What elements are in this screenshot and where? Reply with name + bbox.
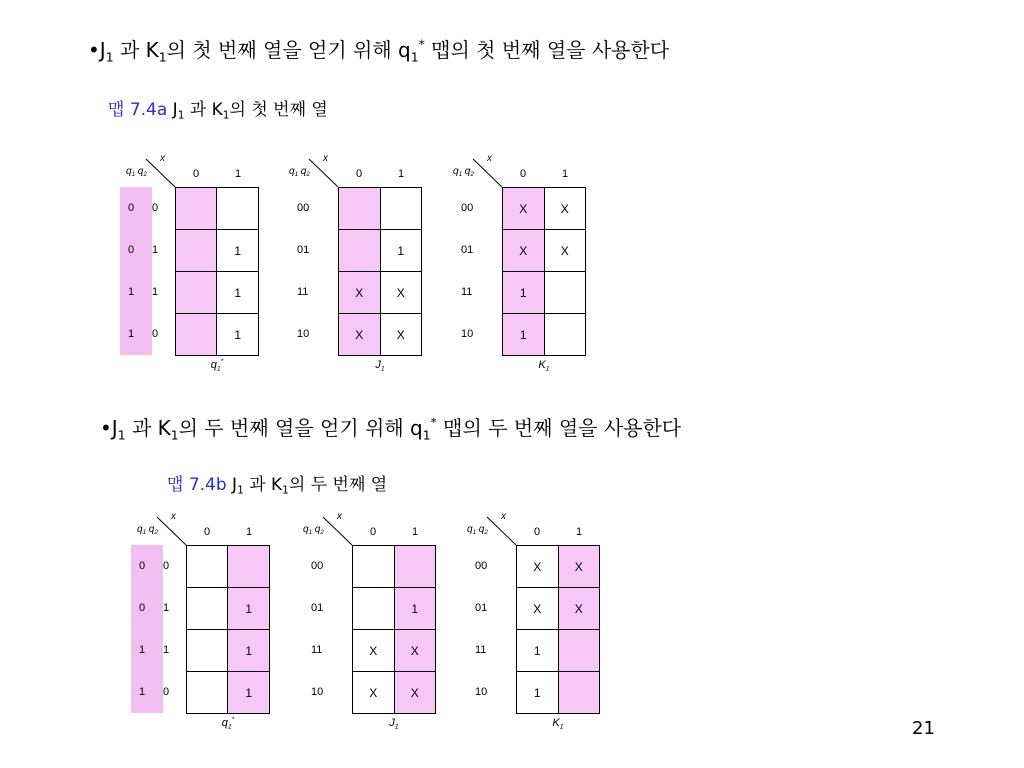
page-number: 21 xyxy=(912,718,935,739)
col-header-1: 1 xyxy=(561,168,569,180)
kmap-cell: X xyxy=(380,272,422,314)
kmap-row xyxy=(503,188,586,230)
row-label-00: 00 xyxy=(461,202,474,214)
col-header-1: 1 xyxy=(234,168,242,180)
kmap-cell xyxy=(176,314,217,356)
row-label-00 xyxy=(131,545,179,587)
kmap-grid xyxy=(516,545,600,714)
kmap-row xyxy=(176,230,259,272)
kmap-cell xyxy=(176,272,217,314)
kmap-cell xyxy=(380,188,422,230)
kmap-cell: 1 xyxy=(228,672,270,714)
row-variables-label: $q_1$ $q_2$ xyxy=(126,166,147,179)
kmap-cell: X xyxy=(394,672,436,714)
col-variable-label: x xyxy=(323,153,328,164)
kmap-cell xyxy=(394,546,436,588)
col-header-1: 1 xyxy=(397,168,405,180)
row-bit-q2: 1 xyxy=(162,602,170,614)
row-label-11: 11 xyxy=(475,644,487,656)
row-bit-q2: 0 xyxy=(162,686,170,698)
kmap-cell: X xyxy=(503,188,545,230)
kmap-row xyxy=(503,272,586,314)
row-bit-q1: 1 xyxy=(127,328,135,340)
col-variable-label: x xyxy=(487,153,492,164)
row-label-01: 01 xyxy=(461,244,474,256)
col-header-0: 0 xyxy=(519,168,527,180)
kmap-j1-7-4b xyxy=(297,513,442,733)
kmap-cell xyxy=(176,230,217,272)
row-label-00: 00 xyxy=(475,560,488,572)
kmap-grid xyxy=(502,187,586,356)
kmap-k1-7-4a xyxy=(447,155,592,375)
kmap-row xyxy=(187,588,270,630)
kmap-cell xyxy=(187,630,228,672)
row-label-10 xyxy=(120,313,168,355)
row-label-01 xyxy=(120,229,168,271)
kmap-cell: X xyxy=(558,588,600,630)
kmap-cell xyxy=(228,546,270,588)
row-variables-label: $q_1$ $q_2$ xyxy=(289,166,310,179)
kmap-cell xyxy=(339,188,381,230)
kmap-k1-7-4b xyxy=(461,513,606,733)
kmap-cell xyxy=(544,272,586,314)
kmap-cell xyxy=(339,230,381,272)
row-bit-q2: 1 xyxy=(151,286,159,298)
kmap-row xyxy=(187,546,270,588)
caption-map-7-4a: 맵 7.4a $J_1$ 과 $K_1$의 첫 번째 열 xyxy=(108,100,328,122)
map-label: $J_1$ xyxy=(389,717,399,731)
row-label-01: 01 xyxy=(475,602,488,614)
kmap-cell: 1 xyxy=(517,672,559,714)
row-bit-q2: 0 xyxy=(162,560,170,572)
row-label-11: 11 xyxy=(297,286,309,298)
row-label-10: 10 xyxy=(311,686,324,698)
row-bit-q1: 0 xyxy=(138,602,146,614)
col-variable-label: x xyxy=(501,511,506,522)
row-label-00 xyxy=(120,187,168,229)
kmap-cell xyxy=(558,672,600,714)
caption-map-7-4b: 맵 7.4b $J_1$ 과 $K_1$의 두 번째 열 xyxy=(167,475,388,497)
row-label-11 xyxy=(120,271,168,313)
row-bit-q2: 0 xyxy=(151,328,159,340)
row-label-11: 11 xyxy=(461,286,473,298)
row-label-11 xyxy=(131,629,179,671)
map-label: $q_1^*$ xyxy=(221,716,235,731)
kmap-grid xyxy=(352,545,436,714)
kmap-cell: X xyxy=(380,314,422,356)
row-bit-q2: 1 xyxy=(151,244,159,256)
kmap-cell xyxy=(187,588,228,630)
col-header-1: 1 xyxy=(575,526,583,538)
kmap-q1star-7-4b xyxy=(131,513,276,733)
kmap-cell xyxy=(353,546,395,588)
kmap-row xyxy=(353,672,436,714)
kmap-cell: X xyxy=(517,588,559,630)
col-variable-label: x xyxy=(171,511,176,522)
kmap-row xyxy=(517,588,600,630)
row-label-00: 00 xyxy=(297,202,310,214)
row-label-10: 10 xyxy=(461,328,474,340)
map-label: $J_1$ xyxy=(375,359,385,373)
kmap-row xyxy=(503,314,586,356)
row-bit-q1: 0 xyxy=(138,560,146,572)
col-header-1: 1 xyxy=(245,526,253,538)
row-bit-q1: 1 xyxy=(138,644,146,656)
kmap-cell: X xyxy=(394,630,436,672)
kmap-row xyxy=(339,272,422,314)
kmap-corner-header xyxy=(283,155,338,187)
kmap-cell: X xyxy=(558,546,600,588)
kmap-cell: X xyxy=(353,672,395,714)
row-label-10 xyxy=(131,671,179,713)
row-variables-label: $q_1$ $q_2$ xyxy=(137,524,158,537)
row-bit-q1: 0 xyxy=(127,244,135,256)
kmap-grid xyxy=(175,187,259,356)
col-header-0: 0 xyxy=(369,526,377,538)
kmap-row xyxy=(339,188,422,230)
row-variables-label: $q_1$ $q_2$ xyxy=(453,166,474,179)
row-label-01: 01 xyxy=(311,602,324,614)
kmap-j1-7-4a xyxy=(283,155,428,375)
kmap-row xyxy=(353,588,436,630)
kmap-cell: X xyxy=(544,188,586,230)
kmap-cell: X xyxy=(503,230,545,272)
kmap-cell: 1 xyxy=(503,314,545,356)
kmap-cell xyxy=(353,588,395,630)
col-variable-label: x xyxy=(160,153,165,164)
col-header-0: 0 xyxy=(355,168,363,180)
row-label-01 xyxy=(131,587,179,629)
kmap-cell xyxy=(176,188,217,230)
row-label-00: 00 xyxy=(311,560,324,572)
kmap-cell: 1 xyxy=(517,630,559,672)
col-header-0: 0 xyxy=(192,168,200,180)
kmap-cell xyxy=(187,546,228,588)
kmap-cell xyxy=(558,630,600,672)
kmap-cell: 1 xyxy=(228,588,270,630)
kmap-corner-header xyxy=(461,513,516,545)
kmap-row xyxy=(353,630,436,672)
kmap-corner-header xyxy=(297,513,352,545)
kmap-grid xyxy=(338,187,422,356)
map-label: $K_1$ xyxy=(552,717,564,731)
row-bit-q1: 0 xyxy=(127,202,135,214)
map-label: $K_1$ xyxy=(538,359,550,373)
kmap-corner-header xyxy=(131,513,186,545)
col-header-0: 0 xyxy=(533,526,541,538)
row-label-10: 10 xyxy=(297,328,310,340)
row-label-11: 11 xyxy=(311,644,323,656)
kmap-row xyxy=(176,272,259,314)
kmap-cell xyxy=(187,672,228,714)
row-bit-q2: 0 xyxy=(151,202,159,214)
kmap-cell: 1 xyxy=(228,630,270,672)
kmap-row xyxy=(339,230,422,272)
col-header-1: 1 xyxy=(411,526,419,538)
kmap-cell: 1 xyxy=(217,314,259,356)
kmap-row xyxy=(176,188,259,230)
kmap-row xyxy=(503,230,586,272)
row-bit-q2: 1 xyxy=(162,644,170,656)
kmap-row xyxy=(176,314,259,356)
kmap-cell: X xyxy=(339,272,381,314)
kmap-row xyxy=(353,546,436,588)
kmap-cell: X xyxy=(339,314,381,356)
row-variables-label: $q_1$ $q_2$ xyxy=(303,524,324,537)
kmap-corner-header xyxy=(447,155,502,187)
kmap-row xyxy=(517,672,600,714)
col-header-0: 0 xyxy=(203,526,211,538)
kmap-row xyxy=(517,630,600,672)
kmap-cell: X xyxy=(544,230,586,272)
kmap-cell xyxy=(544,314,586,356)
kmap-corner-header xyxy=(120,155,175,187)
kmap-cell xyxy=(217,188,259,230)
kmap-row xyxy=(339,314,422,356)
row-variables-label: $q_1$ $q_2$ xyxy=(467,524,488,537)
row-label-10: 10 xyxy=(475,686,488,698)
col-variable-label: x xyxy=(337,511,342,522)
kmap-row xyxy=(187,672,270,714)
kmap-cell: 1 xyxy=(503,272,545,314)
kmap-cell: X xyxy=(353,630,395,672)
kmap-row xyxy=(517,546,600,588)
kmap-cell: 1 xyxy=(394,588,436,630)
bullet-line-2: $•J_1$ 과 $K_1$의 두 번째 열을 얻기 위해 $q_1^*$ 맵의 두 번째 열을 사용한다 xyxy=(100,414,682,443)
row-bit-q1: 1 xyxy=(127,286,135,298)
kmap-cell: 1 xyxy=(217,230,259,272)
kmap-q1star-7-4a xyxy=(120,155,265,375)
kmap-cell: X xyxy=(517,546,559,588)
bullet-line-1: $•J_1$ 과 $K_1$의 첫 번째 열을 얻기 위해 $q_1^*$ 맵의 첫 번째 열을 사용한다 xyxy=(88,36,670,65)
row-bit-q1: 1 xyxy=(138,686,146,698)
kmap-cell: 1 xyxy=(217,272,259,314)
map-label: $q_1^*$ xyxy=(210,358,224,373)
kmap-cell: 1 xyxy=(380,230,422,272)
kmap-row xyxy=(187,630,270,672)
kmap-grid xyxy=(186,545,270,714)
row-label-01: 01 xyxy=(297,244,310,256)
